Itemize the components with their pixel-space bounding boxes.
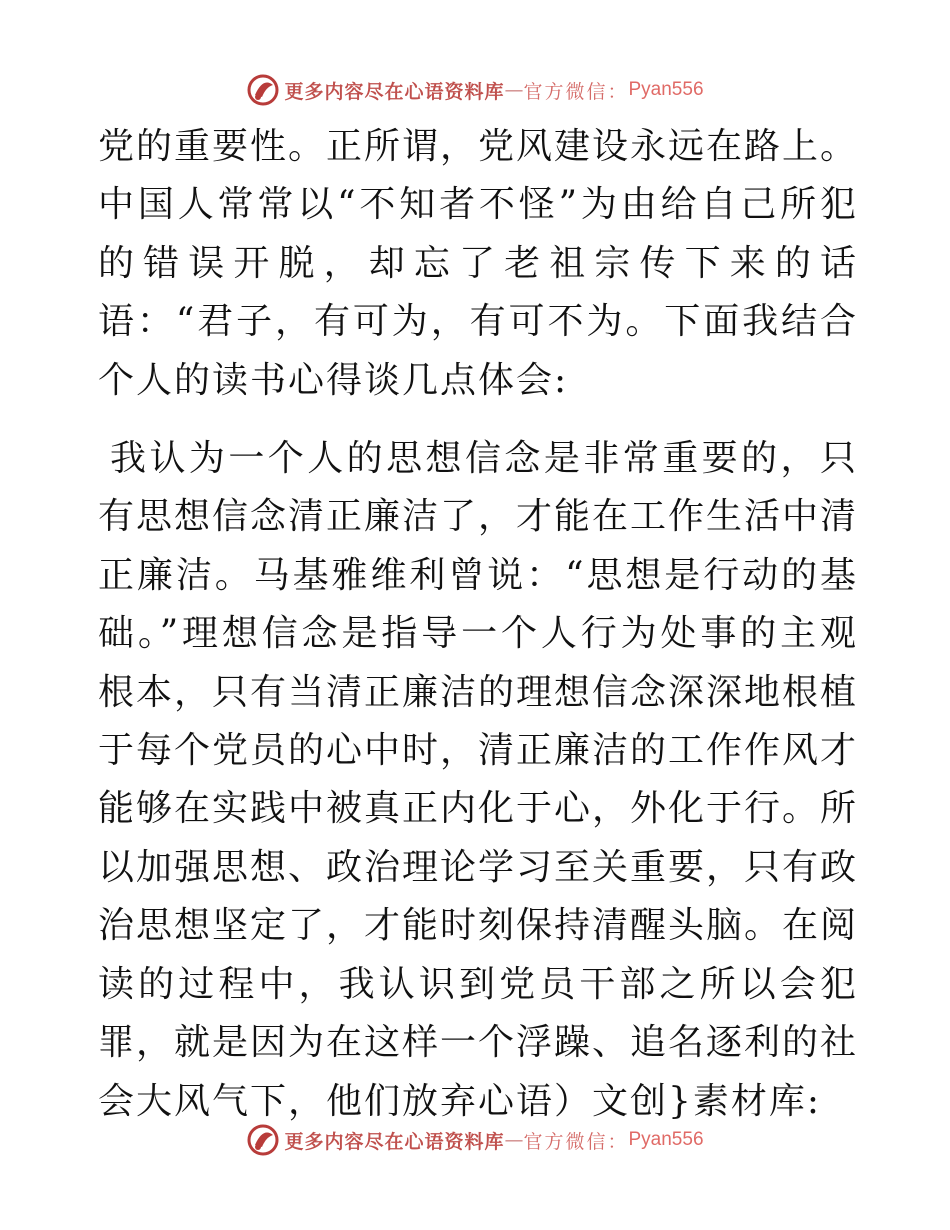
header-wechat-id: Pyan556 [628, 79, 704, 100]
header-wechat-label: 官方微信： [523, 80, 629, 103]
brand-logo-icon [246, 73, 280, 107]
footer-brand-text: 更多内容尽在心语资料库 [284, 1130, 505, 1153]
body-paragraph-1: 党的重要性。正所谓，党风建设永远在路上。中国人常常以“不知者不怪”为由给自己所犯的错误开脱，却忘了老祖宗传下来的话语：“君子，有可为，有可不为。下面我结合个人的读书心得谈几点体会: [98, 126, 859, 401]
header-brand-text: 更多内容尽在心语资料库 [284, 80, 505, 103]
brand-logo-icon [246, 1123, 280, 1157]
footer-banner [0, 1120, 950, 1160]
footer-wechat-id: Pyan556 [628, 1129, 704, 1150]
footer-wechat-label: 官方微信： [523, 1130, 629, 1153]
body-paragraph-2: 我认为一个人的思想信念是非常重要的，只有思想信念清正廉洁了，才能在工作生活中清正廉洁。马基雅维利曾说：“思想是行动的基础。”理想信念是指导一个人行为处事的主观根本，只有当清正廉洁的理想信念深深地根植于每个党员的心中时，清正廉洁的工作作风才能够在实践中被真正内化于心，外化于行。所以加强思想、政治理论学习至关重要，只有政治思想坚定了，才能时刻保持清醒头脑。在阅读的过程中，我认识到党员干部之所以会犯罪，就是因为在这样一个浮躁、追名逐利的社会大风气下，他们放弃心语）文创}素材库: [98, 438, 859, 1122]
footer-dash: — [504, 1129, 524, 1151]
header-banner [0, 70, 950, 110]
document-body [98, 118, 858, 1131]
header-dash: — [504, 79, 524, 101]
